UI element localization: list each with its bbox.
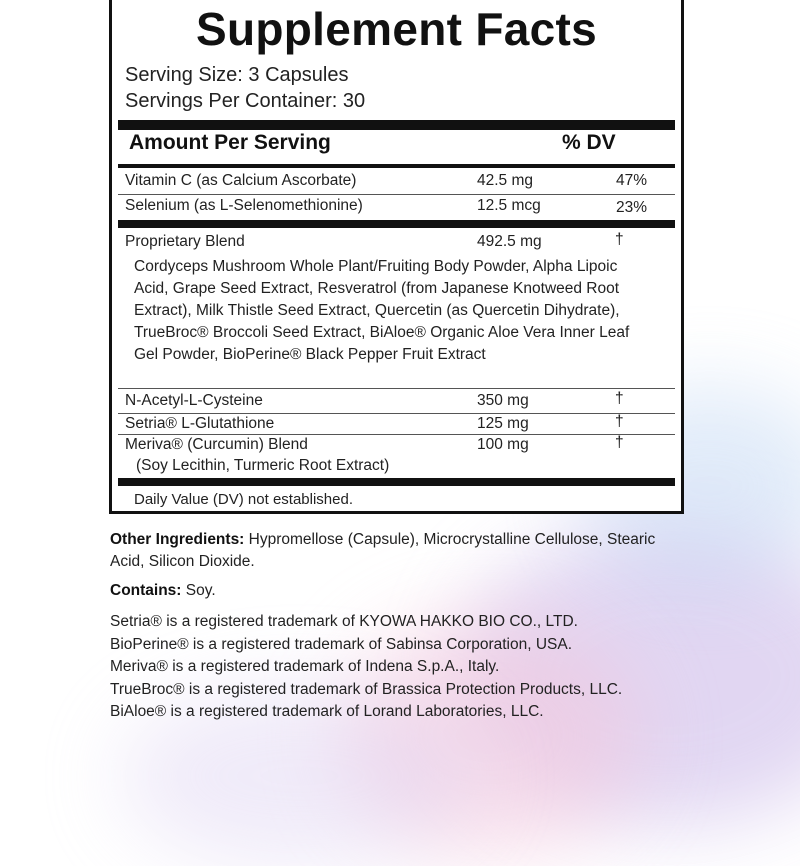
blend-dv: † <box>615 231 624 248</box>
nutrient-subtext: (Soy Lecithin, Turmeric Root Extract) <box>136 457 390 474</box>
other-ingredients-text: Hypromellose (Capsule), Microcrystalline Cellulose, Stearic Acid, Silicon Dioxide. <box>110 531 656 570</box>
divider-thick <box>118 478 675 486</box>
nutrient-dv: 47% <box>616 172 648 189</box>
nutrient-amount: 42.5 mg <box>477 172 534 189</box>
nutrient-dv: † <box>615 434 624 451</box>
nutrient-amount: 12.5 mcg <box>477 197 541 214</box>
nutrient-name: Selenium (as L-Selenomethionine) <box>125 197 363 214</box>
trademark-notices <box>110 611 622 724</box>
divider-thin <box>118 434 675 435</box>
trademark-line: BiAloe® is a registered trademark of Lorand Laboratories, LLC. <box>110 703 544 720</box>
blend-amount: 492.5 mg <box>477 233 542 250</box>
panel-title: Supplement Facts <box>196 3 597 55</box>
trademark-line: Meriva® is a registered trademark of Indena S.p.A., Italy. <box>110 658 500 675</box>
divider-thin <box>118 194 675 195</box>
divider-thin <box>118 388 675 389</box>
blend-name: Proprietary Blend <box>125 233 245 250</box>
supplement-facts-panel <box>109 0 684 514</box>
nutrient-dv: 23% <box>616 199 648 216</box>
divider-thick <box>118 220 675 228</box>
serving-size: Serving Size: 3 Capsules <box>125 64 349 86</box>
nutrient-name: Setria® L-Glutathione <box>125 415 275 432</box>
other-ingredients <box>110 529 670 573</box>
nutrient-name: Meriva® (Curcumin) Blend <box>125 436 308 453</box>
trademark-line: TrueBroc® is a registered trademark of Brassica Protection Products, LLC. <box>110 680 623 698</box>
servings-per-container: Servings Per Container: 30 <box>125 90 366 112</box>
contains-statement <box>110 580 216 602</box>
trademark-line: BioPerine® is a registered trademark of Sabinsa Corporation, USA. <box>110 635 573 653</box>
trademark-line: Setria® is a registered trademark of KYOWA HAKKO BIO CO., LTD. <box>110 613 578 630</box>
divider-medium <box>118 164 675 168</box>
nutrient-name: Vitamin C (as Calcium Ascorbate) <box>125 172 357 189</box>
nutrient-dv: † <box>615 390 624 407</box>
nutrient-amount: 125 mg <box>477 415 529 432</box>
nutrient-dv: † <box>615 413 624 430</box>
other-ingredients-label: Other Ingredients: <box>110 531 245 548</box>
header-amount: Amount Per Serving <box>129 131 331 154</box>
contains-label: Contains: <box>110 582 182 599</box>
header-dv: % DV <box>562 131 616 154</box>
divider-thin <box>118 413 675 414</box>
nutrient-amount: 350 mg <box>477 392 529 409</box>
contains-text: Soy. <box>181 582 216 599</box>
nutrient-amount: 100 mg <box>477 436 529 453</box>
nutrient-name: N-Acetyl-L-Cysteine <box>125 392 263 409</box>
divider-thick <box>118 120 675 130</box>
dv-footnote: Daily Value (DV) not established. <box>134 491 353 508</box>
blend-ingredients: Cordyceps Mushroom Whole Plant/Fruiting Body Powder, Alpha Lipoic Acid, Grape Seed Extract, Resveratrol (from Japanese Knotweed Root Extract), Milk Thistle Seed Extract, Quercetin (as Quercetin Dihydrate), TrueBroc® Broccoli Seed Extract, BiAloe® Organic Aloe Vera Inner Leaf Gel Powder, BioPerine® Black Pepper Fruit Extract <box>134 258 630 363</box>
